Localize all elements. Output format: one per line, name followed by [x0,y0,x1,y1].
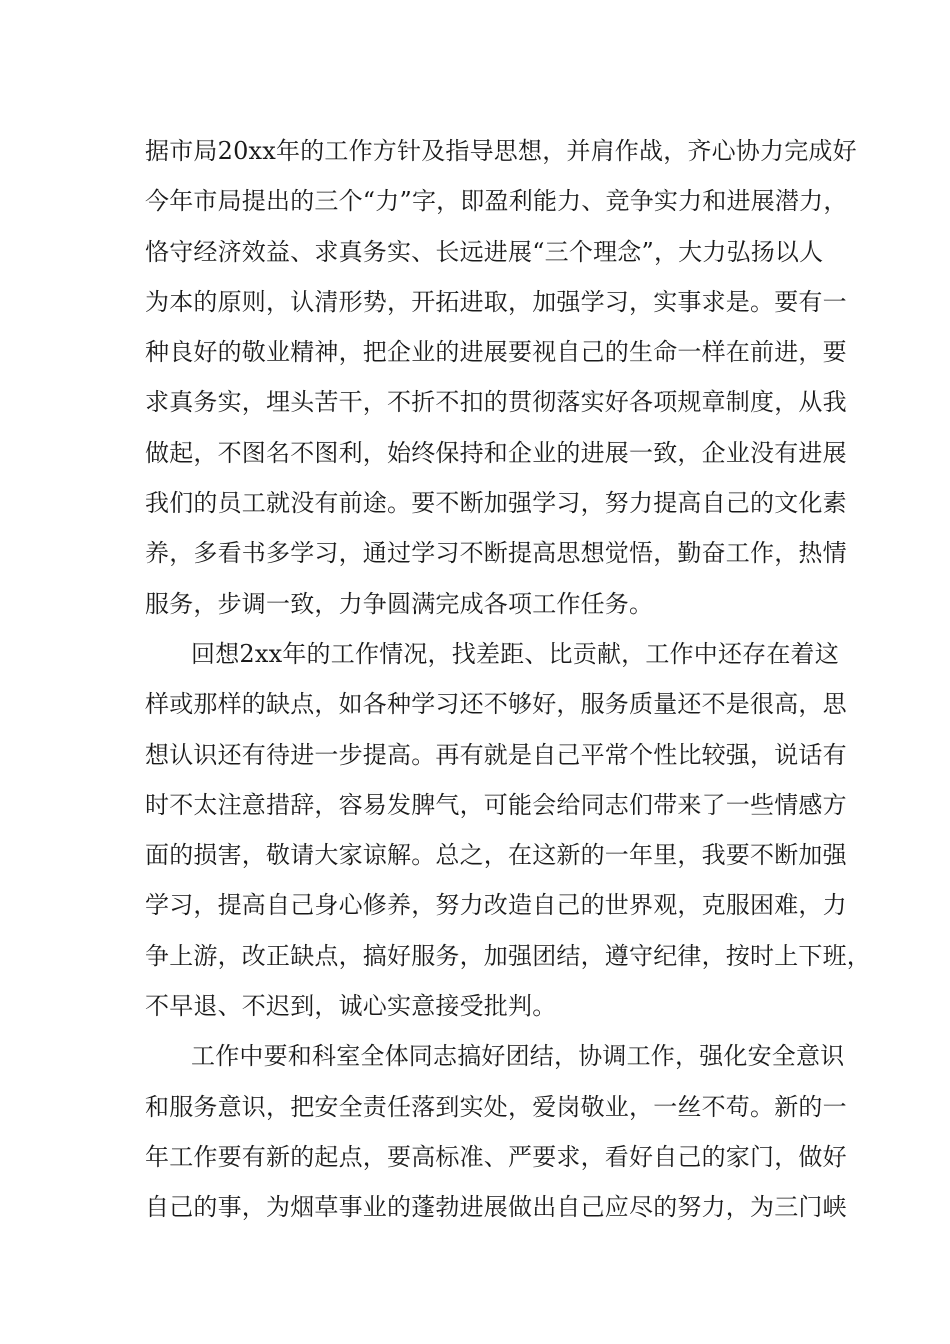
text-line: 今年市局提出的三个“力”字，即盈利能力、竞争实力和进展潜力， [145,187,848,216]
text-line: 面的损害，敬请大家谅解。总之，在这新的一年里，我要不断加强 [145,841,847,870]
document-body [145,126,871,1233]
text-line: 种良好的敬业精神，把企业的进展要视自己的生命一样在前进，要 [145,338,847,367]
paragraph-first-line: 回想2xx年的工作情况，找差距、比贡献，工作中还存在着这 [191,639,839,668]
text-line: 我们的员工就没有前途。要不断加强学习，努力提高自己的文化素 [145,489,847,518]
text-line: 不早退、不迟到，诚心实意接受批判。 [145,992,557,1021]
text-line: 服务，步调一致，力争圆满完成各项工作任务。 [145,589,654,618]
text-line: 为本的原则，认清形势，开拓进取，加强学习，实事求是。要有一 [145,287,847,316]
text-line: 学习，提高自己身心修养，努力改造自己的世界观，克服困难，力 [145,891,847,920]
text-line: 和服务意识，把安全责任落到实处，爱岗敬业，一丝不苟。新的一 [145,1092,847,1121]
text-line: 自己的事，为烟草事业的蓬勃进展做出自己应尽的努力，为三门峡 [145,1193,847,1222]
text-line: 样或那样的缺点，如各种学习还不够好，服务质量还不是很高，思 [145,690,847,719]
text-line: 求真务实，埋头苦干，不折不扣的贯彻落实好各项规章制度，从我 [145,388,847,417]
text-line: 据市局20xx年的工作方针及指导思想，并肩作战，齐心协力完成好 [145,137,857,165]
text-line: 养，多看书多学习，通过学习不断提高思想觉悟，勤奋工作，热情 [145,539,847,568]
text-line: 做起，不图名不图利，始终保持和企业的进展一致，企业没有进展 [145,438,847,467]
text-line: 时不太注意措辞，容易发脾气，可能会给同志们带来了一些情感方 [145,790,847,819]
text-line: 恪守经济效益、求真务实、长远进展“三个理念”，大力弘扬以人 [145,237,824,266]
text-line: 争上游，改正缺点，搞好服务，加强团结，遵守纪律，按时上下班， [145,941,871,970]
text-line: 年工作要有新的起点，要高标准、严要求，看好自己的家门，做好 [145,1142,847,1171]
paragraph-first-line: 工作中要和科室全体同志搞好团结，协调工作，强化安全意识 [191,1042,845,1071]
text-line: 想认识还有待进一步提高。再有就是自己平常个性比较强，说话有 [145,740,847,769]
